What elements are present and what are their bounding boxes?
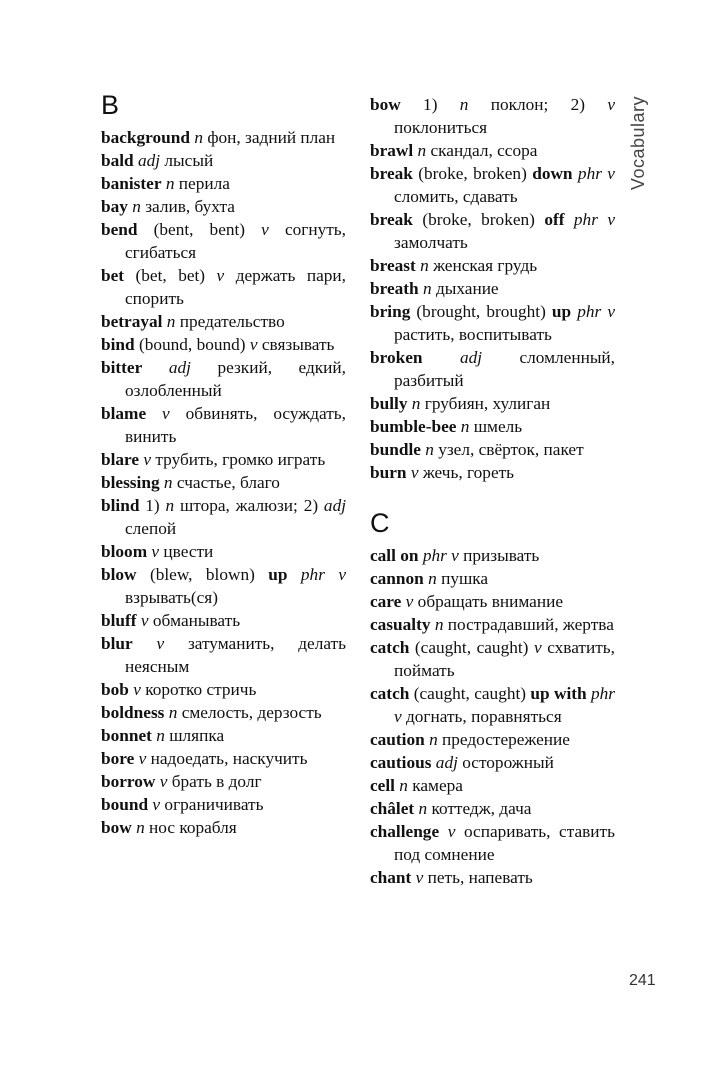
headword: bloom <box>101 542 148 561</box>
grammar-label: n <box>168 703 178 722</box>
vocab-entry <box>101 172 346 195</box>
vocab-entry <box>101 816 346 839</box>
headword: cautious <box>370 753 432 772</box>
grammar-label: v <box>152 795 161 814</box>
vocab-entry <box>370 208 615 254</box>
headword: casualty <box>370 615 431 634</box>
vocab-entry <box>370 590 615 613</box>
vocab-entry <box>370 254 615 277</box>
translation: лысый <box>164 151 214 170</box>
grammar-label: n <box>411 394 421 413</box>
headword: bald <box>101 151 134 170</box>
headword: bring <box>370 302 411 321</box>
particle: up <box>551 302 572 321</box>
grammar-label: n <box>459 95 469 114</box>
grammar-label: phr v <box>422 546 459 565</box>
headword: bay <box>101 197 128 216</box>
vocab-entry <box>370 636 615 682</box>
forms: (caught, caught) <box>413 684 527 703</box>
vocab-entry <box>370 461 615 484</box>
vocab-entry <box>370 613 615 636</box>
vocab-entry <box>370 751 615 774</box>
translation: согнуть, сгибаться <box>125 220 346 262</box>
translation: схватить, поймать <box>394 638 615 680</box>
translation: трубить, громко играть <box>155 450 326 469</box>
grammar-label: phr v <box>577 164 615 183</box>
grammar-label: v <box>249 335 258 354</box>
headword: broken <box>370 348 423 367</box>
headword: challenge <box>370 822 440 841</box>
headword: bob <box>101 680 129 699</box>
headword: bet <box>101 266 125 285</box>
translation: оспаривать, ставить под сомнение <box>394 822 615 864</box>
grammar-label: n <box>156 726 165 745</box>
vocab-entry <box>101 563 346 609</box>
headword: brawl <box>370 141 414 160</box>
grammar-label: n <box>194 128 203 147</box>
headword: blind <box>101 496 140 515</box>
headword: bow <box>370 95 401 114</box>
grammar-label: n <box>165 496 175 515</box>
headword: blur <box>101 634 133 653</box>
vocab-entry <box>370 820 615 866</box>
vocab-entry <box>101 149 346 172</box>
headword: break <box>370 164 413 183</box>
translation: дыхание <box>435 279 499 298</box>
grammar-label: v <box>261 220 269 239</box>
vocab-entry <box>370 93 615 139</box>
headword: bitter <box>101 358 143 377</box>
translation: скандал, ссора <box>430 141 538 160</box>
forms: (bent, bent) <box>153 220 246 239</box>
translation: резкий, едкий, озлобленный <box>125 358 346 400</box>
vocab-entry <box>101 310 346 333</box>
grammar-label: v <box>140 611 149 630</box>
headword: bluff <box>101 611 137 630</box>
vocab-entry <box>101 724 346 747</box>
headword: call on <box>370 546 419 565</box>
headword: breast <box>370 256 416 275</box>
headword: bonnet <box>101 726 152 745</box>
translation: связывать <box>261 335 335 354</box>
vocab-entry <box>101 448 346 471</box>
headword: banister <box>101 174 162 193</box>
vocab-entry <box>101 218 346 264</box>
vocab-entry <box>101 195 346 218</box>
forms: (caught, caught) <box>414 638 529 657</box>
particle: off <box>544 210 565 229</box>
translation: коттедж, дача <box>431 799 532 818</box>
translation: узел, свёрток, пакет <box>438 440 584 459</box>
translation: сломленный, разбитый <box>394 348 615 390</box>
translation: сломить, сдавать <box>394 187 518 206</box>
forms: 1) <box>145 496 160 515</box>
translation: затуманить, делать неясным <box>125 634 346 676</box>
translation: камера <box>412 776 463 795</box>
vocab-entry <box>101 540 346 563</box>
headword: breath <box>370 279 419 298</box>
headword: cell <box>370 776 395 795</box>
translation: поклон; <box>490 95 549 114</box>
translation: штора, жалюзи; <box>179 496 298 515</box>
section-letter-b: B <box>101 90 120 120</box>
headword: bundle <box>370 440 421 459</box>
grammar-label: v <box>405 592 414 611</box>
translation: жечь, гореть <box>422 463 515 482</box>
grammar-label: v <box>415 868 424 887</box>
headword: borrow <box>101 772 156 791</box>
headword: betrayal <box>101 312 163 331</box>
headword: bully <box>370 394 408 413</box>
vocab-entry <box>101 701 346 724</box>
translation: пострадавший, жертва <box>447 615 614 634</box>
headword: chant <box>370 868 412 887</box>
grammar-label: phr v <box>573 210 615 229</box>
headword: bumble-bee <box>370 417 457 436</box>
grammar-label: n <box>165 174 175 193</box>
translation: замолчать <box>394 233 468 252</box>
translation: залив, бухта <box>145 197 235 216</box>
translation: обманывать <box>152 611 241 630</box>
translation: призывать <box>463 546 540 565</box>
section-side-tab: Vocabulary <box>628 96 648 191</box>
grammar-label: adj <box>168 358 191 377</box>
vocab-entry <box>101 770 346 793</box>
vocab-entry <box>101 333 346 356</box>
headword: blessing <box>101 473 160 492</box>
grammar-label: n <box>420 256 429 275</box>
headword: bind <box>101 335 135 354</box>
headword: bend <box>101 220 138 239</box>
grammar-label: n <box>460 417 470 436</box>
right-column <box>370 93 615 889</box>
translation: брать в долг <box>171 772 262 791</box>
headword: boldness <box>101 703 165 722</box>
grammar-label: v <box>156 634 165 653</box>
translation: слепой <box>125 519 177 538</box>
headword: châlet <box>370 799 415 818</box>
grammar-label: phr v <box>394 684 615 726</box>
headword: cannon <box>370 569 424 588</box>
forms: (bound, bound) <box>138 335 246 354</box>
translation: ограничивать <box>164 795 264 814</box>
forms: (brought, brought) <box>416 302 546 321</box>
vocab-entry <box>101 678 346 701</box>
grammar-label: n <box>166 312 176 331</box>
headword: background <box>101 128 191 147</box>
headword: caution <box>370 730 425 749</box>
grammar-label: n <box>417 141 427 160</box>
grammar-label: v <box>410 463 419 482</box>
grammar-label: v <box>151 542 160 561</box>
grammar-label: phr v <box>577 302 615 321</box>
grammar-label: v <box>607 95 616 114</box>
particle: up <box>268 565 288 584</box>
page-number: 241 <box>629 972 656 989</box>
vocab-entry <box>370 162 615 208</box>
translation: цвести <box>163 542 214 561</box>
translation: счастье, благо <box>176 473 280 492</box>
grammar-label: v <box>533 638 542 657</box>
translation: коротко стричь <box>145 680 257 699</box>
vocab-entry <box>370 139 615 162</box>
grammar-label: n <box>428 569 437 588</box>
particle: down <box>532 164 573 183</box>
translation: шляпка <box>169 726 225 745</box>
translation: взрывать(ся) <box>125 588 218 607</box>
translation: перила <box>178 174 230 193</box>
translation: предостережение <box>442 730 570 749</box>
vocab-entry <box>101 402 346 448</box>
section-letter-c: C <box>370 508 390 538</box>
vocab-entry <box>370 415 615 438</box>
vocab-entry <box>101 793 346 816</box>
translation: грубиян, хулиган <box>424 394 551 413</box>
vocab-entry <box>101 126 346 149</box>
vocab-entry <box>101 356 346 402</box>
headword: blow <box>101 565 137 584</box>
grammar-label: v <box>447 822 456 841</box>
grammar-label: adj <box>323 496 347 515</box>
vocab-entry <box>101 747 346 770</box>
vocab-entry <box>101 264 346 310</box>
grammar-label: n <box>136 818 145 837</box>
vocab-entry <box>101 632 346 678</box>
forms: (blew, blown) <box>149 565 255 584</box>
vocab-entry <box>370 728 615 751</box>
grammar-label: n <box>425 440 434 459</box>
vocab-entry <box>370 797 615 820</box>
forms: (broke, broken) <box>418 164 527 183</box>
grammar-label: phr v <box>300 565 346 584</box>
grammar-label: n <box>418 799 428 818</box>
entry-list-b-left <box>101 126 346 839</box>
sense-number: 2) <box>303 496 319 515</box>
translation: надоедать, наскучить <box>150 749 308 768</box>
translation: женская грудь <box>433 256 538 275</box>
forms: 1) <box>423 95 438 114</box>
vocab-entry <box>370 567 615 590</box>
vocab-entry <box>370 774 615 797</box>
vocab-entry <box>101 471 346 494</box>
translation: предательство <box>179 312 285 331</box>
headword: blame <box>101 404 147 423</box>
grammar-label: n <box>429 730 438 749</box>
translation: пушка <box>441 569 489 588</box>
translation: догнать, поравняться <box>406 707 562 726</box>
vocab-entry <box>370 682 615 728</box>
vocab-entry <box>370 544 615 567</box>
headword: break <box>370 210 413 229</box>
grammar-label: n <box>163 473 173 492</box>
translation: нос корабля <box>149 818 237 837</box>
vocab-entry <box>370 392 615 415</box>
vocab-entry <box>101 609 346 632</box>
translation: петь, напевать <box>427 868 533 887</box>
grammar-label: n <box>132 197 141 216</box>
grammar-label: v <box>162 404 170 423</box>
grammar-label: adj <box>435 753 458 772</box>
vocab-entry <box>370 346 615 392</box>
headword: blare <box>101 450 140 469</box>
headword: catch <box>370 684 410 703</box>
grammar-label: adj <box>138 151 161 170</box>
vocab-entry <box>370 277 615 300</box>
vocab-entry <box>370 866 615 889</box>
translation: держать пари, спорить <box>125 266 347 308</box>
translation: фон, задний план <box>207 128 336 147</box>
headword: bore <box>101 749 135 768</box>
sense-number: 2) <box>570 95 586 114</box>
translation: смелость, дерзость <box>181 703 322 722</box>
grammar-label: v <box>143 450 152 469</box>
particle: up with <box>530 684 587 703</box>
translation: поклониться <box>394 118 488 137</box>
grammar-label: adj <box>459 348 483 367</box>
headword: bow <box>101 818 132 837</box>
vocab-entry <box>370 438 615 461</box>
headword: care <box>370 592 402 611</box>
translation: растить, воспитывать <box>394 325 552 344</box>
translation: обвинять, осуждать, винить <box>125 404 346 446</box>
left-column <box>101 90 346 839</box>
entry-list-b-right <box>370 93 615 484</box>
grammar-label: n <box>434 615 444 634</box>
grammar-label: v <box>138 749 147 768</box>
grammar-label: n <box>399 776 408 795</box>
headword: catch <box>370 638 410 657</box>
vocab-entry <box>101 494 346 540</box>
forms: (broke, broken) <box>422 210 535 229</box>
grammar-label: v <box>133 680 141 699</box>
headword: burn <box>370 463 407 482</box>
forms: (bet, bet) <box>135 266 206 285</box>
grammar-label: v <box>159 772 168 791</box>
headword: bound <box>101 795 149 814</box>
translation: шмель <box>473 417 523 436</box>
grammar-label: n <box>422 279 432 298</box>
translation: обращать внимание <box>417 592 564 611</box>
vocab-entry <box>370 300 615 346</box>
entry-list-c <box>370 544 615 889</box>
translation: осторожный <box>462 753 554 772</box>
grammar-label: v <box>216 266 225 285</box>
